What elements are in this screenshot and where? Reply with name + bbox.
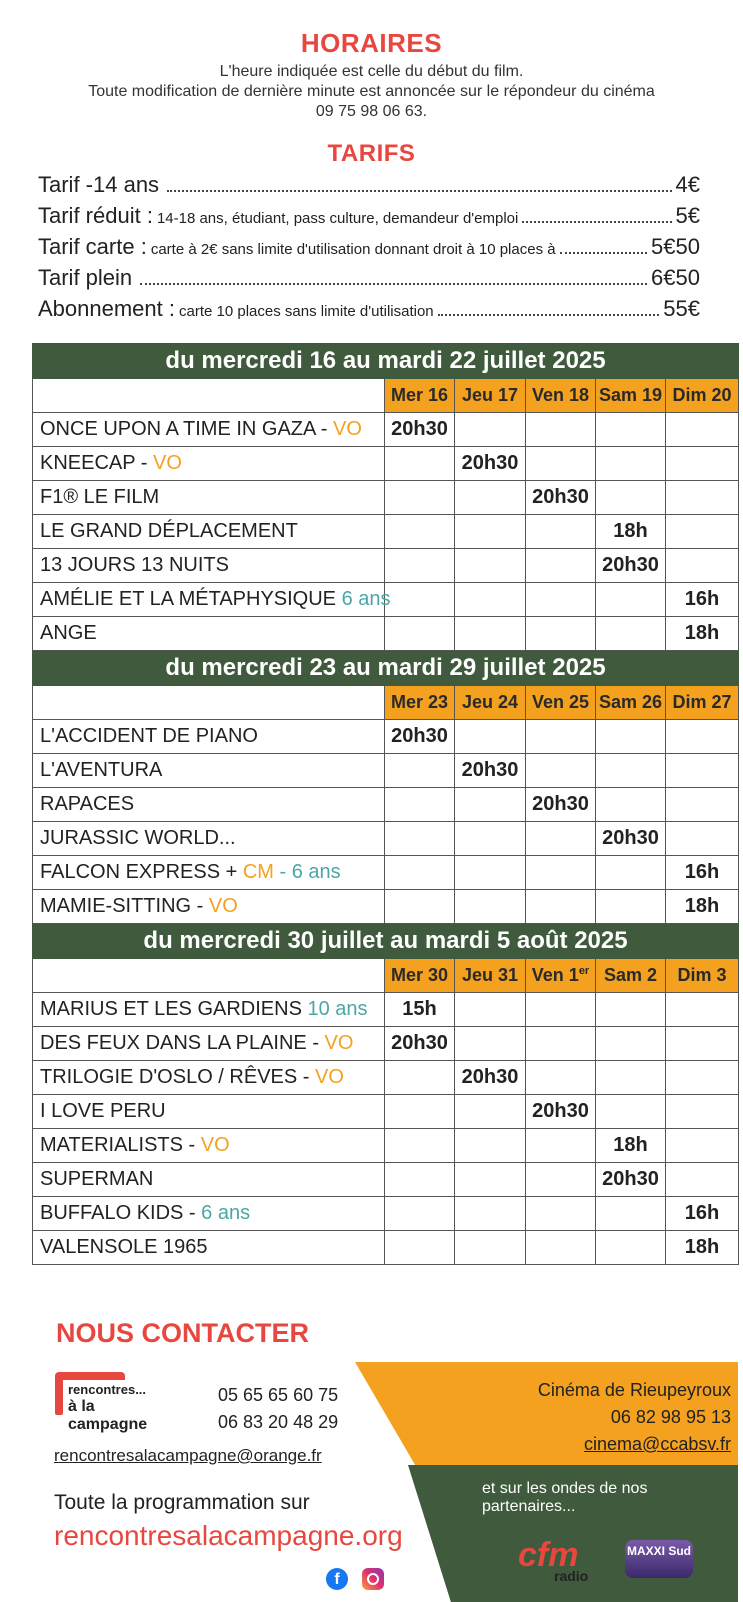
tarifs-title: TARIFS xyxy=(327,140,416,167)
blank-cell xyxy=(33,959,385,993)
showtime-cell xyxy=(666,515,739,549)
tarif-leader-dots xyxy=(438,314,660,316)
showtime-cell xyxy=(385,822,455,856)
showtime-cell xyxy=(385,481,455,515)
showtime-cell xyxy=(455,1197,526,1231)
showtime-cell xyxy=(666,1027,739,1061)
social-links xyxy=(326,1568,384,1590)
day-header xyxy=(455,686,526,720)
showtime-cell xyxy=(385,1231,455,1265)
showtime-cell: 15h xyxy=(385,993,455,1027)
film-tag: VO xyxy=(315,1066,344,1088)
film-row xyxy=(33,583,739,617)
showtime-cell xyxy=(526,1231,596,1265)
showtime-cell xyxy=(455,481,526,515)
showtime-cell: 20h30 xyxy=(455,754,526,788)
showtime-cell xyxy=(526,1197,596,1231)
film-title: RAPACES xyxy=(40,793,135,815)
showtime-cell xyxy=(455,617,526,651)
showtime-cell xyxy=(385,1129,455,1163)
day-label: Sam 2 xyxy=(603,965,658,985)
cinema-phone: 06 82 98 95 13 xyxy=(610,1407,731,1427)
showtime-cell xyxy=(666,993,739,1027)
day-label: Jeu 17 xyxy=(461,385,519,405)
showtime-cell: 18h xyxy=(666,617,739,651)
cfm-logo-subtext: radio xyxy=(554,1568,589,1584)
film-tag: VO xyxy=(208,895,238,917)
film-age: 6 ans xyxy=(201,1202,251,1224)
showtime-cell xyxy=(526,583,596,617)
contact-phone-2: 06 83 20 48 29 xyxy=(218,1412,339,1432)
showtime-cell xyxy=(526,1027,596,1061)
showtime-cell xyxy=(385,1163,455,1197)
showtime-cell xyxy=(385,447,455,481)
tarif-price: 5€50 xyxy=(651,234,700,259)
day-header xyxy=(596,686,666,720)
film-title: FALCON EXPRESS + xyxy=(40,861,243,883)
film-row xyxy=(33,856,739,890)
showtime-cell xyxy=(596,720,666,754)
day-header xyxy=(596,379,666,413)
day-header xyxy=(666,379,739,413)
day-label: Ven 25 xyxy=(531,692,590,712)
day-label: Dim 20 xyxy=(672,385,732,405)
showtime-cell: 16h xyxy=(666,1197,739,1231)
horaires-line1: L'heure indiquée est celle du début du film. xyxy=(219,63,524,80)
cfm-radio-logo xyxy=(518,1538,602,1584)
day-label: Sam 26 xyxy=(598,692,663,712)
film-separator: - xyxy=(306,1032,325,1054)
day-header xyxy=(455,959,526,993)
film-title: TRILOGIE D'OSLO / RÊVES xyxy=(40,1066,298,1088)
tarif-label: Tarif -14 ans xyxy=(38,172,160,197)
day-label: Mer 30 xyxy=(390,965,449,985)
tarif-detail: carte 10 places sans limite d'utilisation xyxy=(178,303,434,320)
film-row xyxy=(33,1197,739,1231)
showtime-cell xyxy=(526,993,596,1027)
showtime-cell xyxy=(526,822,596,856)
showtime-cell xyxy=(526,413,596,447)
showtime-cell: 20h30 xyxy=(526,481,596,515)
film-title-cell xyxy=(33,1231,385,1265)
showtime-cell xyxy=(455,583,526,617)
showtime-cell: 16h xyxy=(666,856,739,890)
maxxi-sud-logo: MAXXI Sud xyxy=(625,1540,693,1578)
contact-title: NOUS CONTACTER xyxy=(56,1318,309,1348)
showtime-cell xyxy=(596,890,666,924)
day-label: Ven 18 xyxy=(531,385,590,405)
day-header-row xyxy=(33,686,739,720)
film-title-cell xyxy=(33,583,391,617)
showtime-cell xyxy=(385,856,455,890)
showtime-cell xyxy=(666,481,739,515)
showtime-cell xyxy=(526,754,596,788)
week-title: du mercredi 16 au mardi 22 juillet 2025 xyxy=(33,344,739,379)
film-tag: CM xyxy=(242,861,274,883)
film-row xyxy=(33,617,739,651)
day-header xyxy=(666,959,739,993)
logo-text-line1: rencontres... xyxy=(68,1382,147,1397)
day-label: Ven 1 xyxy=(531,965,579,985)
showtime-cell xyxy=(526,447,596,481)
contact-phone-1: 05 65 65 60 75 xyxy=(218,1385,339,1405)
partners-text: et sur les ondes de nos partenaires... xyxy=(482,1480,648,1515)
showtime-cell xyxy=(455,413,526,447)
horaires-title: HORAIRES xyxy=(300,28,443,58)
tarif-row xyxy=(38,296,700,327)
film-title-cell xyxy=(33,549,385,583)
film-row xyxy=(33,993,739,1027)
film-title: ANGE xyxy=(40,622,97,644)
film-title-cell xyxy=(33,788,385,822)
showtime-cell xyxy=(596,481,666,515)
showtime-cell xyxy=(455,1231,526,1265)
showtime-cell xyxy=(455,856,526,890)
film-separator: - xyxy=(183,1134,201,1156)
day-label: Sam 19 xyxy=(598,385,663,405)
tarif-row xyxy=(38,172,700,203)
film-row xyxy=(33,549,739,583)
cinema-info xyxy=(538,1377,731,1458)
facebook-icon[interactable]: f xyxy=(326,1568,348,1590)
film-age: 6 ans xyxy=(341,588,391,610)
cfm-logo-text: cfm xyxy=(518,1536,579,1574)
showtime-cell xyxy=(596,788,666,822)
showtime-cell xyxy=(526,890,596,924)
film-title-cell xyxy=(33,856,385,890)
showtime-cell xyxy=(666,413,739,447)
showtime-cell xyxy=(526,856,596,890)
showtime-cell xyxy=(596,856,666,890)
showtime-cell: 20h30 xyxy=(455,1061,526,1095)
week-header-row xyxy=(33,924,739,959)
day-label: Jeu 24 xyxy=(461,692,519,712)
showtime-cell xyxy=(596,583,666,617)
logo-text-line2: à la campagne xyxy=(68,1398,148,1433)
tarif-leader-dots xyxy=(560,252,647,254)
showtime-cell xyxy=(455,515,526,549)
day-header xyxy=(526,959,596,993)
film-title: L'ACCIDENT DE PIANO xyxy=(40,725,258,747)
showtime-cell xyxy=(666,447,739,481)
film-title-cell xyxy=(33,993,385,1027)
film-title-cell xyxy=(33,720,385,754)
blank-cell xyxy=(33,379,385,413)
showtime-cell xyxy=(596,1095,666,1129)
tarif-row xyxy=(38,203,700,234)
film-title: L'AVENTURA xyxy=(40,759,163,781)
film-row xyxy=(33,720,739,754)
film-row xyxy=(33,1095,739,1129)
showtime-cell xyxy=(455,1129,526,1163)
film-row xyxy=(33,515,739,549)
film-title: DES FEUX DANS LA PLAINE xyxy=(40,1032,307,1054)
film-tag: VO xyxy=(200,1134,230,1156)
film-title: MATERIALISTS xyxy=(40,1134,183,1156)
showtime-cell xyxy=(455,549,526,583)
film-separator: - xyxy=(135,452,154,474)
tarif-row xyxy=(38,265,700,296)
showtime-cell xyxy=(385,1095,455,1129)
film-row xyxy=(33,1163,739,1197)
tarif-label: Tarif carte : xyxy=(38,234,147,259)
film-title-cell xyxy=(33,1027,385,1061)
horaires-phone: 09 75 98 06 63. xyxy=(315,103,428,120)
showtime-cell xyxy=(596,1027,666,1061)
day-header-row xyxy=(33,959,739,993)
tarif-leader-dots xyxy=(167,190,671,192)
film-separator: - xyxy=(315,418,334,440)
showtime-cell xyxy=(666,549,739,583)
showtime-cell: 20h30 xyxy=(455,447,526,481)
showtime-cell xyxy=(666,1163,739,1197)
showtime-cell xyxy=(526,1163,596,1197)
film-title: I LOVE PERU xyxy=(40,1100,166,1122)
week-header-row xyxy=(33,651,739,686)
showtime-cell xyxy=(596,1231,666,1265)
film-title-cell xyxy=(33,447,385,481)
showtime-cell: 18h xyxy=(666,1231,739,1265)
showtime-cell: 20h30 xyxy=(385,413,455,447)
showtime-cell xyxy=(526,617,596,651)
website-link[interactable]: rencontresalacampagne.org xyxy=(54,1520,403,1551)
tarif-leader-dots xyxy=(140,283,647,285)
showtime-cell xyxy=(385,1061,455,1095)
showtime-cell xyxy=(455,890,526,924)
film-row xyxy=(33,481,739,515)
showtime-cell xyxy=(666,788,739,822)
showtime-cell xyxy=(455,720,526,754)
day-label: Mer 23 xyxy=(390,692,449,712)
film-title: SUPERMAN xyxy=(40,1168,154,1190)
tarif-price: 4€ xyxy=(675,172,700,197)
contact-email-link[interactable]: rencontresalacampagne@orange.fr xyxy=(54,1446,322,1465)
film-title-cell xyxy=(33,1163,385,1197)
programmation-label: Toute la programmation sur xyxy=(54,1491,310,1514)
tarif-detail: 14-18 ans, étudiant, pass culture, demandeur d'emploi xyxy=(156,210,519,227)
tarifs-list xyxy=(38,172,700,327)
showtime-cell xyxy=(596,413,666,447)
showtime-cell xyxy=(455,822,526,856)
blank-cell xyxy=(33,686,385,720)
showtime-cell: 20h30 xyxy=(596,549,666,583)
showtime-cell xyxy=(596,447,666,481)
film-row xyxy=(33,822,739,856)
film-age: 10 ans xyxy=(307,998,368,1020)
tarif-row xyxy=(38,234,700,265)
showtime-cell xyxy=(666,754,739,788)
film-row xyxy=(33,890,739,924)
tarif-price: 5€ xyxy=(675,203,700,228)
film-title: MAMIE-SITTING xyxy=(40,895,192,917)
film-title: MARIUS ET LES GARDIENS xyxy=(40,998,302,1020)
tarif-label: Tarif plein xyxy=(38,265,133,290)
showtime-cell xyxy=(455,1027,526,1061)
showtime-cell xyxy=(596,754,666,788)
showtime-cell xyxy=(596,1061,666,1095)
showtime-cell xyxy=(526,549,596,583)
showtime-cell: 20h30 xyxy=(526,1095,596,1129)
showtime-cell xyxy=(666,1095,739,1129)
film-title: F1® LE FILM xyxy=(40,486,160,508)
showtime-cell: 18h xyxy=(596,1129,666,1163)
day-label: Dim 27 xyxy=(672,692,732,712)
day-header xyxy=(596,959,666,993)
showtime-cell xyxy=(526,1129,596,1163)
rencontres-logo xyxy=(55,1372,173,1433)
film-title-cell xyxy=(33,481,385,515)
film-title: ONCE UPON A TIME IN GAZA xyxy=(40,418,316,440)
cinema-email-link[interactable]: cinema@ccabsv.fr xyxy=(584,1434,731,1454)
showtime-cell: 20h30 xyxy=(596,822,666,856)
day-header xyxy=(526,686,596,720)
film-title: 13 JOURS 13 NUITS xyxy=(40,554,229,576)
day-header xyxy=(526,379,596,413)
film-title-cell xyxy=(33,822,385,856)
tarif-leader-dots xyxy=(522,221,671,223)
showtime-cell xyxy=(596,1197,666,1231)
film-title: LE GRAND DÉPLACEMENT xyxy=(40,520,298,542)
day-superscript: er xyxy=(578,965,590,977)
day-header xyxy=(385,379,455,413)
film-tag: VO xyxy=(324,1032,354,1054)
showtime-cell xyxy=(385,890,455,924)
day-label: Jeu 31 xyxy=(461,965,519,985)
film-row xyxy=(33,1231,739,1265)
film-row xyxy=(33,1027,739,1061)
showtime-cell xyxy=(385,617,455,651)
week-header-row xyxy=(33,344,739,379)
film-separator: - xyxy=(183,1202,202,1224)
tarif-label: Tarif réduit : xyxy=(38,203,153,228)
showtime-cell xyxy=(526,720,596,754)
day-header xyxy=(385,686,455,720)
showtime-cell: 20h30 xyxy=(526,788,596,822)
film-tag: VO xyxy=(333,418,362,440)
film-separator: - xyxy=(297,1066,315,1088)
film-age: - 6 ans xyxy=(273,861,341,883)
film-row xyxy=(33,413,739,447)
showtime-cell xyxy=(455,993,526,1027)
week-title: du mercredi 23 au mardi 29 juillet 2025 xyxy=(33,651,739,686)
showtime-cell xyxy=(385,754,455,788)
cinema-name: Cinéma de Rieupeyroux xyxy=(537,1380,731,1400)
showtime-cell xyxy=(455,1095,526,1129)
film-separator: - xyxy=(191,895,209,917)
film-row xyxy=(33,1129,739,1163)
week-title: du mercredi 30 juillet au mardi 5 août 2025 xyxy=(33,924,739,959)
showtime-cell xyxy=(666,822,739,856)
film-title: AMÉLIE ET LA MÉTAPHYSIQUE xyxy=(40,588,337,610)
film-title-cell xyxy=(33,515,385,549)
film-row xyxy=(33,447,739,481)
film-title-cell xyxy=(33,1129,385,1163)
day-header-row xyxy=(33,379,739,413)
film-title-cell xyxy=(33,413,385,447)
day-header xyxy=(385,959,455,993)
showtime-cell: 16h xyxy=(666,583,739,617)
film-title-cell xyxy=(33,1197,385,1231)
film-row xyxy=(33,788,739,822)
showtime-cell xyxy=(666,1129,739,1163)
showtime-cell xyxy=(596,617,666,651)
film-title-cell xyxy=(33,617,385,651)
day-label: Dim 3 xyxy=(677,965,727,985)
tarif-price: 6€50 xyxy=(651,265,700,290)
showtime-cell: 20h30 xyxy=(596,1163,666,1197)
showtime-cell xyxy=(385,583,455,617)
film-row xyxy=(33,1061,739,1095)
showtime-cell xyxy=(455,1163,526,1197)
film-title-cell xyxy=(33,754,385,788)
day-label: Mer 16 xyxy=(390,385,449,405)
showtime-cell xyxy=(385,515,455,549)
showtime-cell xyxy=(666,720,739,754)
showtime-cell xyxy=(385,1197,455,1231)
day-header xyxy=(666,686,739,720)
showtime-cell xyxy=(526,515,596,549)
showtime-cell: 20h30 xyxy=(385,1027,455,1061)
contact-phones xyxy=(218,1382,338,1436)
showtime-cell xyxy=(666,1061,739,1095)
tarif-label: Abonnement : xyxy=(38,296,175,321)
showtime-cell xyxy=(385,549,455,583)
showtime-cell: 20h30 xyxy=(385,720,455,754)
schedule-table xyxy=(32,343,739,1265)
showtime-cell xyxy=(526,1061,596,1095)
showtime-cell: 18h xyxy=(596,515,666,549)
horaires-line2: Toute modification de dernière minute est annoncée sur le répondeur du cinéma xyxy=(88,83,655,100)
showtime-cell: 18h xyxy=(666,890,739,924)
film-tag: VO xyxy=(153,452,182,474)
tarif-detail: carte à 2€ sans limite d'utilisation donnant droit à 10 places à xyxy=(150,241,556,258)
film-row xyxy=(33,754,739,788)
day-header xyxy=(455,379,526,413)
showtime-cell xyxy=(385,788,455,822)
showtime-cell xyxy=(455,788,526,822)
film-title-cell xyxy=(33,890,385,924)
film-title-cell xyxy=(33,1061,385,1095)
film-title: KNEECAP xyxy=(40,452,136,474)
film-title-cell xyxy=(33,1095,385,1129)
showtime-cell xyxy=(596,993,666,1027)
film-title: JURASSIC WORLD... xyxy=(40,827,236,849)
tarif-price: 55€ xyxy=(663,296,700,321)
film-title: BUFFALO KIDS xyxy=(40,1202,184,1224)
instagram-icon[interactable] xyxy=(362,1568,384,1590)
film-title: VALENSOLE 1965 xyxy=(40,1236,208,1258)
